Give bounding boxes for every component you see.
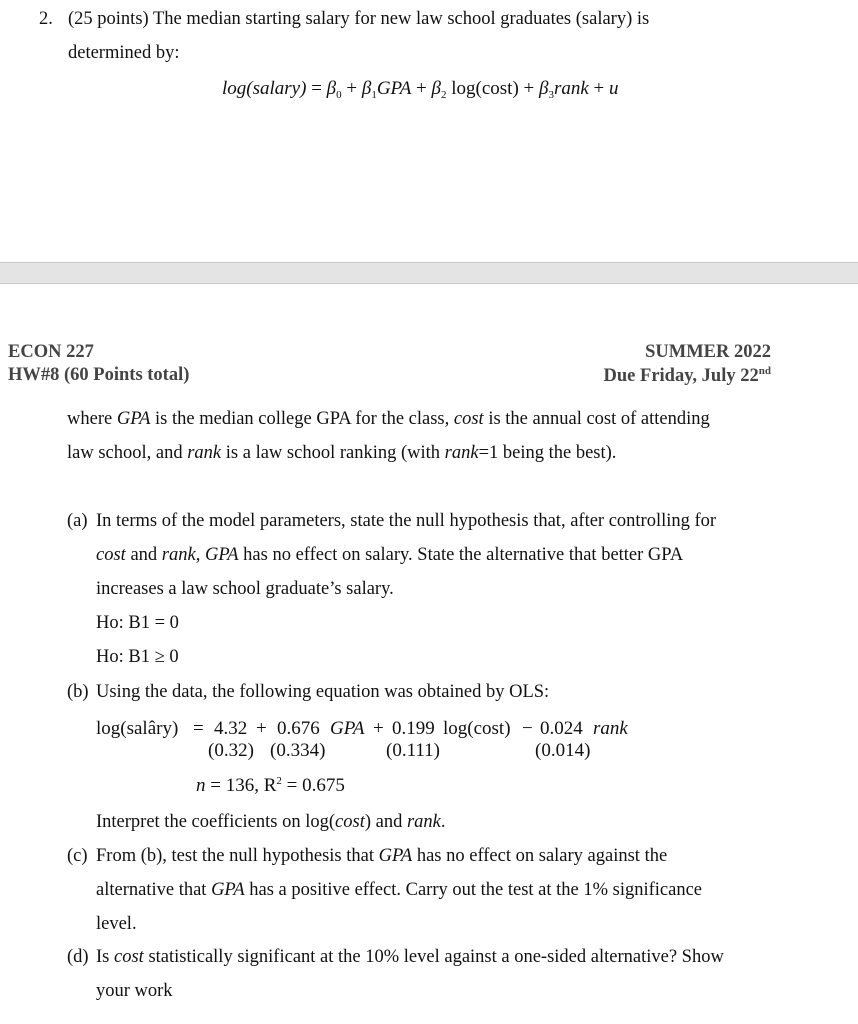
part-c-line-3: level. bbox=[96, 914, 137, 934]
part-a-and: and bbox=[125, 545, 162, 565]
beta3-sub: 3 bbox=[548, 89, 554, 101]
null-hypothesis: Ho: B1 = 0 bbox=[96, 613, 179, 633]
alt-hypothesis: Ho: B1 ≥ 0 bbox=[96, 647, 179, 667]
beta1-sub: 1 bbox=[371, 89, 377, 101]
part-b-label: (b) bbox=[67, 682, 89, 702]
ols-se2: (0.111) bbox=[386, 740, 440, 761]
ols-r2: R bbox=[263, 775, 277, 796]
model-lhs: log(salary) bbox=[222, 78, 307, 99]
part-a-cost: cost bbox=[96, 545, 126, 565]
part-b-line-1: Using the data, the following equation was obtained by OLS: bbox=[96, 682, 550, 702]
question-number: 2. bbox=[39, 9, 53, 29]
due-sup: nd bbox=[758, 365, 771, 377]
ols-c3: 0.024 bbox=[540, 718, 583, 739]
ols-se1: (0.334) bbox=[270, 740, 326, 761]
part-d-line-1 bbox=[96, 948, 724, 967]
ols-c1: 0.676 bbox=[277, 718, 320, 739]
part-a-rest: has no effect on salary. State the alternative that better GPA bbox=[238, 545, 684, 565]
ols-plus-2: + bbox=[373, 718, 384, 739]
where-gpa: GPA bbox=[116, 409, 151, 429]
interp-2: ) and bbox=[364, 812, 407, 832]
ols-c2: 0.199 bbox=[392, 718, 435, 739]
ols-rank: rank bbox=[593, 718, 628, 739]
part-c-gpa-2: GPA bbox=[211, 880, 245, 900]
where-w1: where bbox=[67, 409, 117, 429]
part-a-gpa: GPA bbox=[204, 545, 239, 565]
term: SUMMER 2022 bbox=[645, 342, 771, 362]
ols-lhs bbox=[96, 718, 178, 740]
ols-gpa: GPA bbox=[330, 718, 365, 739]
beta1: β bbox=[361, 78, 372, 99]
part-d-cost: cost bbox=[114, 947, 144, 967]
ols-n-val: = 136, bbox=[210, 775, 259, 796]
due-date bbox=[604, 366, 771, 386]
ols-se3: (0.014) bbox=[535, 740, 591, 761]
question-intro-cont: determined by: bbox=[68, 43, 180, 63]
beta2-sub: 2 bbox=[440, 89, 447, 101]
where-w6: =1 being the best). bbox=[478, 443, 617, 463]
where-cost: cost bbox=[453, 409, 484, 429]
ols-r2-sup: 2 bbox=[276, 775, 282, 787]
part-c-2b: has a positive effect. Carry out the test at the 1% significance bbox=[244, 880, 703, 900]
ols-minus: − bbox=[522, 718, 533, 739]
part-d-1a: Is bbox=[96, 947, 114, 967]
ols-r2-val: = 0.675 bbox=[286, 775, 345, 796]
part-a-rank: rank bbox=[161, 545, 196, 565]
part-c-line-2 bbox=[96, 881, 702, 900]
part-a-line-1: In terms of the model parameters, state the null hypothesis that, after controlling for bbox=[96, 511, 717, 531]
part-c-label: (c) bbox=[67, 846, 88, 866]
model-u: u bbox=[609, 78, 619, 99]
where-rank: rank bbox=[187, 443, 222, 463]
model-gpa: GPA bbox=[376, 78, 412, 99]
part-a-line-3: increases a law school graduate’s salary. bbox=[96, 579, 394, 599]
beta0-sub: 0 bbox=[336, 89, 342, 101]
part-c-1b: has no effect on salary against the bbox=[412, 846, 668, 866]
ols-equals: = bbox=[193, 718, 204, 739]
part-d-label: (d) bbox=[67, 947, 89, 967]
interp-cost: cost bbox=[335, 812, 365, 832]
part-b-interpret bbox=[96, 813, 446, 832]
where-w4: law school, and bbox=[67, 443, 188, 463]
part-c-1a: From (b), test the null hypothesis that bbox=[96, 846, 379, 866]
model-equation: log(salary) = $\beta_0 + \beta_1GPA + \beta_2$ $\log(\cos t) + \beta_3rank + u$ bbox=[222, 78, 619, 101]
interp-rank: rank bbox=[406, 812, 441, 832]
part-a-label: (a) bbox=[67, 511, 88, 531]
ols-n: n bbox=[196, 775, 206, 796]
model-rank: rank bbox=[553, 78, 589, 99]
ols-logcost: log(cost) bbox=[443, 718, 511, 739]
where-w2: is the median college GPA for the class, bbox=[150, 409, 454, 429]
due-text: Due Friday, July 22 bbox=[603, 366, 759, 386]
where-w5: is a law school ranking (with bbox=[221, 443, 445, 463]
where-w3: is the annual cost of attending bbox=[483, 409, 710, 429]
where-rank2: rank bbox=[444, 443, 479, 463]
part-d-1b: statistically significant at the 10% level against a one-sided alternative? Show bbox=[143, 947, 724, 967]
part-c-2a: alternative that bbox=[96, 880, 212, 900]
part-c-gpa-1: GPA bbox=[378, 846, 413, 866]
course-code: ECON 227 bbox=[8, 342, 94, 362]
page-break-band bbox=[0, 262, 858, 284]
part-a-comma: , bbox=[195, 545, 205, 565]
hw-title: HW#8 (60 Points total) bbox=[8, 365, 190, 385]
part-c-line-1 bbox=[96, 847, 667, 866]
where-line-1 bbox=[67, 410, 710, 429]
where-line-2 bbox=[67, 444, 616, 463]
ols-c0: 4.32 bbox=[214, 718, 248, 739]
part-a-line-2 bbox=[96, 546, 683, 565]
model-logcost: log(cost) bbox=[451, 78, 519, 99]
question-intro: (25 points) The median starting salary for new law school graduates (salary) is bbox=[68, 9, 650, 29]
interp-1: Interpret the coefficients on log( bbox=[96, 812, 336, 832]
ols-lhs-text: log(salâry) bbox=[96, 718, 179, 739]
beta0: β bbox=[326, 78, 337, 99]
beta3: β bbox=[539, 78, 549, 99]
beta2: β bbox=[431, 78, 441, 99]
ols-se0: (0.32) bbox=[208, 740, 254, 761]
ols-stats bbox=[196, 775, 345, 797]
interp-3: . bbox=[440, 812, 446, 832]
ols-plus-1: + bbox=[256, 718, 267, 739]
part-d-line-2: your work bbox=[96, 981, 173, 1001]
